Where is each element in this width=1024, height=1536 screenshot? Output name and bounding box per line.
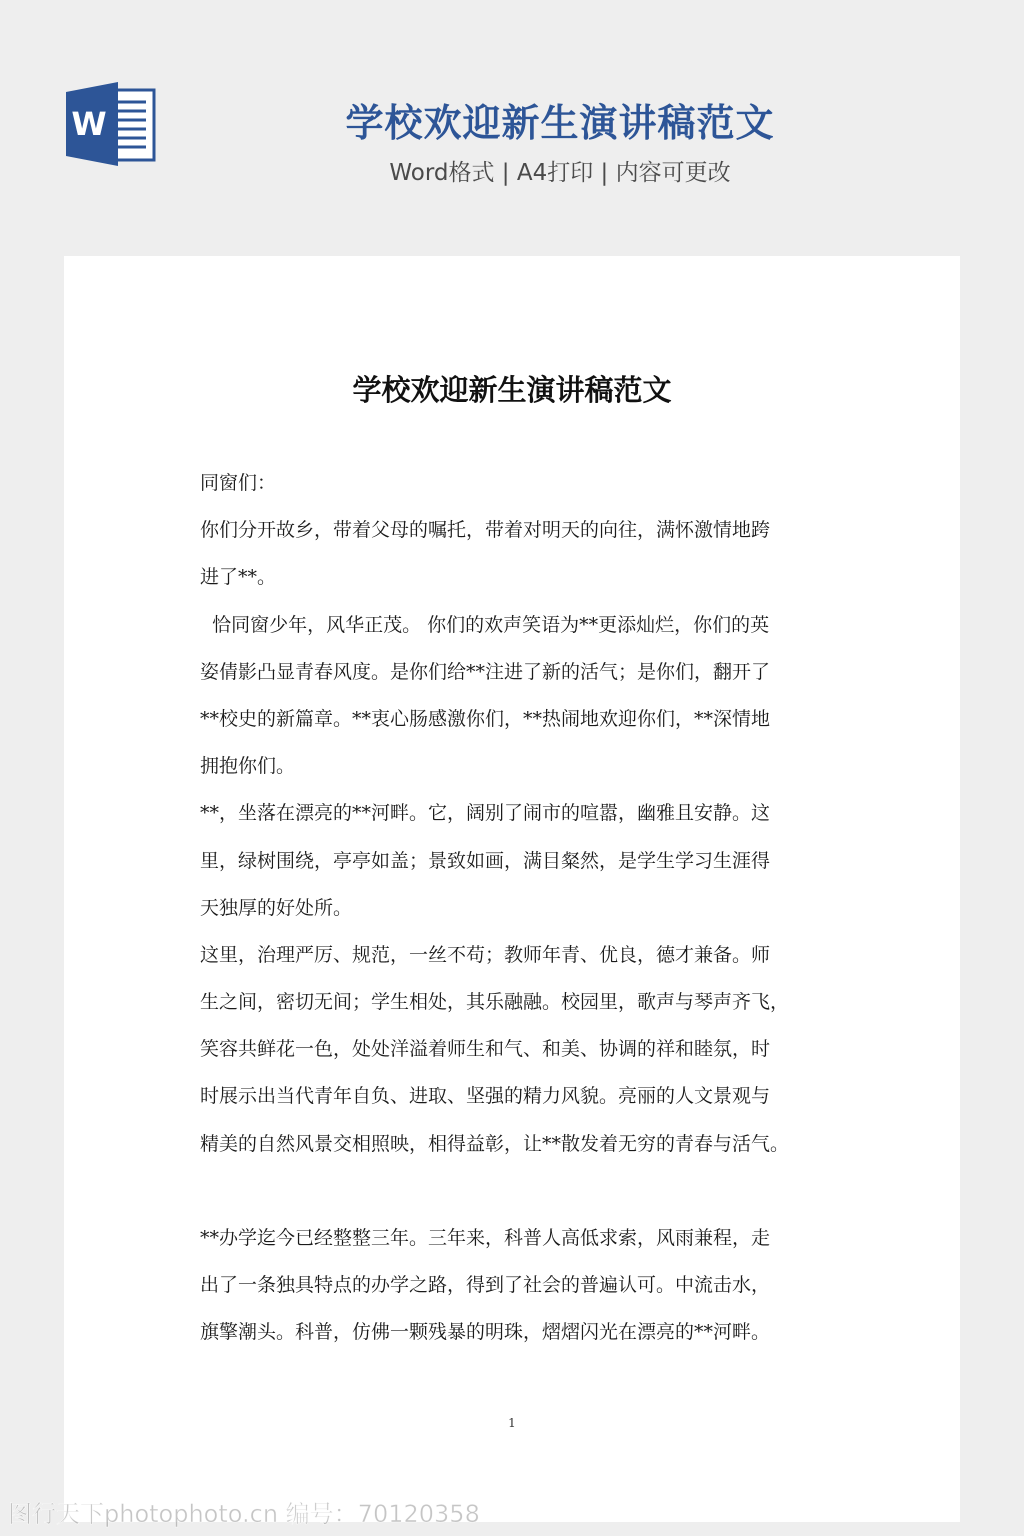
paragraph-gap: [200, 1168, 824, 1215]
text-line: 这里，治理严厉、规范，一丝不苟；教师年青、优良，德才兼备。师: [200, 943, 771, 966]
header-subtitle: Word格式 | A4打印 | 内容可更改: [389, 160, 731, 186]
document-page: [64, 256, 960, 1522]
word-icon: [64, 82, 158, 166]
text-line: 笑容共鲜花一色，处处洋溢着师生和气、和美、协调的祥和睦氛，时: [200, 1038, 771, 1061]
text-line: **，坐落在漂亮的**河畔。它，阔别了闹市的喧嚣，幽雅且安静。这: [200, 802, 771, 825]
document-body: [200, 460, 824, 1357]
text-line: **校史的新篇章。**衷心肠感激你们，**热闹地欢迎你们，**深情地: [200, 707, 771, 730]
text-line: **办学迄今已经整整三年。三年来，科普人高低求索，风雨兼程，走: [200, 1227, 771, 1249]
text-line: 拥抱你们。: [200, 755, 296, 778]
header-title: 学校欢迎新生演讲稿范文: [345, 101, 775, 145]
text-line: 进了**。: [200, 566, 277, 589]
svg-text:W: W: [71, 105, 107, 143]
document-title: 学校欢迎新生演讲稿范文: [352, 373, 672, 407]
text-line: 恰同窗少年，风华正茂。 你们的欢声笑语为**更添灿烂，你们的英: [200, 613, 770, 636]
page-number: 1: [508, 1416, 516, 1430]
text-line: 生之间，密切无间；学生相处，其乐融融。校园里，歌声与琴声齐飞，: [200, 991, 790, 1014]
text-line: 天独厚的好处所。: [200, 896, 353, 919]
text-line: 旗擎潮头。科普，仿佛一颗残暴的明珠，熠熠闪光在漂亮的**河畔。: [200, 1321, 771, 1344]
text-line: 精美的自然风景交相照映，相得益彰，让**散发着无穷的青春与活气。: [200, 1132, 790, 1155]
header: [0, 0, 1024, 230]
text-line: 姿倩影凸显青春风度。是你们给**注进了新的活气；是你们，翻开了: [200, 660, 771, 683]
text-line: 出了一条独具特点的办学之路，得到了社会的普遍认可。中流击水，: [200, 1274, 771, 1297]
text-line: 里，绿树围绕，亭亭如盖；景致如画，满目粲然，是学生学习生涯得: [200, 849, 771, 872]
text-line: 你们分开故乡，带着父母的嘱托，带着对明天的向往，满怀激情地跨: [200, 519, 771, 542]
text-line: 时展示出当代青年自负、进取、坚强的精力风貌。亮丽的人文景观与: [200, 1085, 771, 1108]
text-line: 同窗们：: [200, 472, 277, 494]
watermark: 图行天下photophoto.cn 编号：70120358: [8, 1500, 480, 1528]
